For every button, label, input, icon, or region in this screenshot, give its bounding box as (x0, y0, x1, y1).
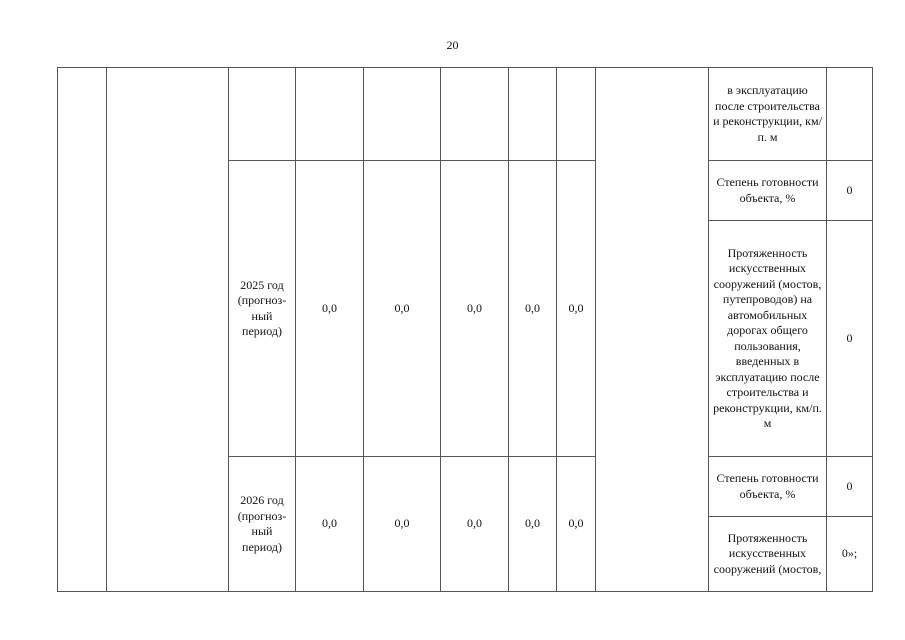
cell-number (58, 68, 107, 592)
indicator-name: Протяженность искусственных сооружений (мостов, путепроводов) на автомобильных дорогах общего пользования, введенных в эксплуатацию после строительства и реконструкции, км/п. м (709, 221, 827, 457)
cell-value (296, 68, 364, 161)
indicator-value: 0 (827, 221, 873, 457)
cell-period (229, 68, 296, 161)
cell-value (557, 68, 596, 161)
cell-value (364, 68, 441, 161)
value-2025-1: 0,0 (296, 161, 364, 457)
value-2026-5: 0,0 (557, 457, 596, 592)
table-row (58, 68, 873, 161)
value-2025-4: 0,0 (509, 161, 557, 457)
value-2025-2: 0,0 (364, 161, 441, 457)
indicator-value: 0»; (827, 517, 873, 592)
period-2025: 2025 год (прогноз-ный период) (229, 161, 296, 457)
value-2026-3: 0,0 (441, 457, 509, 592)
cell-value (509, 68, 557, 161)
indicator-name: Степень готовности объекта, % (709, 161, 827, 221)
program-table (57, 67, 873, 592)
indicator-name: Протяженность искусственных сооружений (мостов, (709, 517, 827, 592)
value-2026-2: 0,0 (364, 457, 441, 592)
period-2026: 2026 год (прогноз-ный период) (229, 457, 296, 592)
value-2025-5: 0,0 (557, 161, 596, 457)
indicator-name: Степень готовности объекта, % (709, 457, 827, 517)
cell-name (107, 68, 229, 592)
indicator-value: 0 (827, 161, 873, 221)
value-2026-1: 0,0 (296, 457, 364, 592)
page-number: 20 (446, 38, 459, 52)
value-2026-4: 0,0 (509, 457, 557, 592)
indicator-value: 0 (827, 457, 873, 517)
indicator-name: в эксплуатацию после строительства и реконструкции, км/п. м (709, 68, 827, 161)
indicator-value (827, 68, 873, 161)
cell-executor (596, 68, 709, 592)
value-2025-3: 0,0 (441, 161, 509, 457)
cell-value (441, 68, 509, 161)
